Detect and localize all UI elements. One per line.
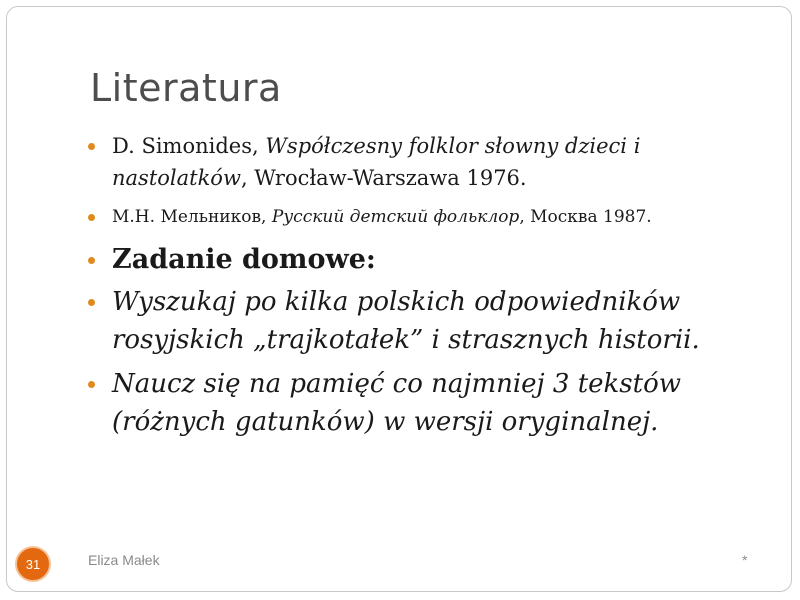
slide-content — [88, 130, 758, 447]
publication-info: , Москва 1987. — [519, 207, 652, 227]
list-item-bibliography-1 — [88, 130, 758, 194]
bullet-dot-icon — [88, 381, 95, 388]
author-text: D. Simonides, — [112, 134, 266, 158]
list-item-task-1 — [88, 283, 758, 359]
footer-author: Eliza Małek — [88, 552, 160, 568]
slide-number: 31 — [25, 556, 41, 572]
bullet-dot-icon — [88, 143, 95, 150]
list-item-bibliography-2 — [88, 202, 758, 233]
slide-number-badge — [15, 546, 51, 582]
book-title: Русский детский фольклор — [271, 207, 520, 227]
task-text: Naucz się na pamięć co najmniej 3 tekstów (różnych gatunków) w wersji oryginalnej. — [112, 369, 681, 437]
bullet-dot-icon — [88, 257, 95, 264]
author-text: М.Н. Мельников, — [112, 207, 272, 227]
task-text: Wyszukaj po kilka polskich odpowiedników rosyjskich „trajkotałek” i strasznych historii. — [112, 287, 700, 355]
list-item-homework-heading — [88, 241, 758, 279]
bullet-dot-icon — [88, 214, 95, 221]
publication-info: , Wrocław-Warszawa 1976. — [240, 166, 527, 190]
list-item-task-2 — [88, 365, 758, 441]
footer-date-placeholder: * — [742, 552, 748, 568]
homework-heading: Zadanie domowe: — [112, 244, 376, 275]
slide-title: Literatura — [90, 66, 282, 110]
bullet-dot-icon — [88, 299, 95, 306]
book-title: Współczesny folklor słowny dzieci i nastolatków — [112, 134, 641, 190]
